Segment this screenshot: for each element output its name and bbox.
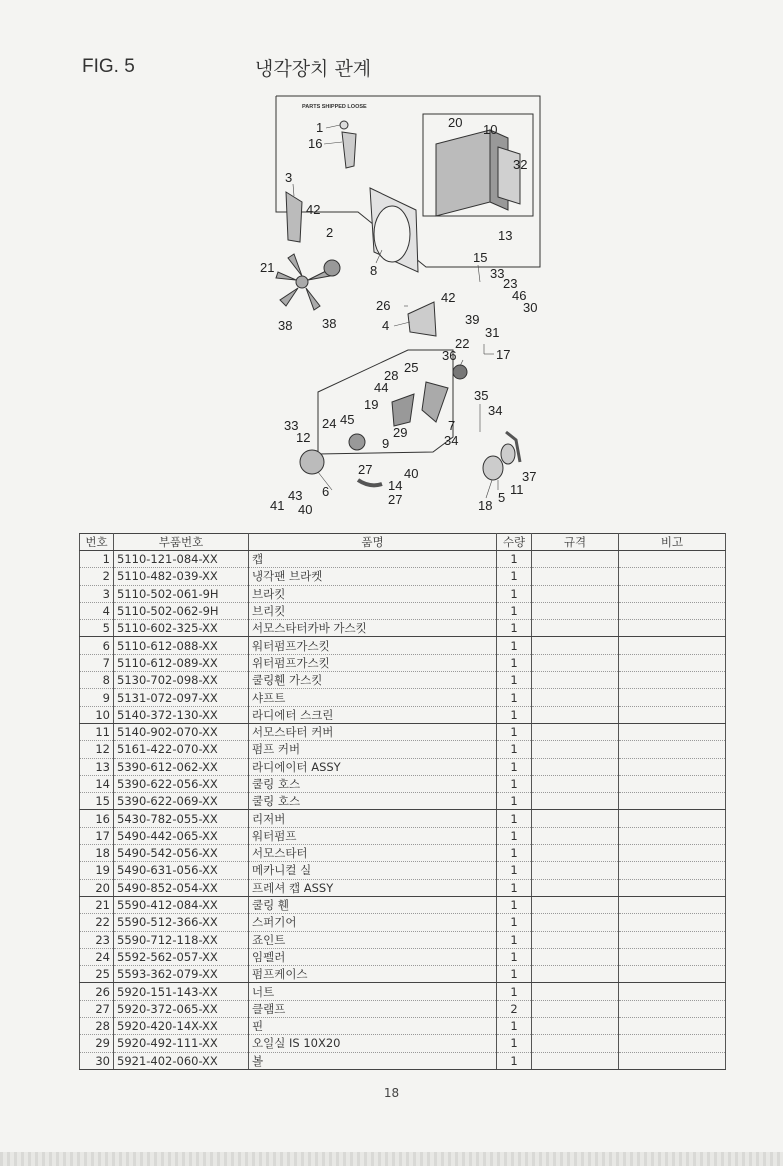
part-name-cell: 브리킷: [249, 602, 497, 619]
part-no-cell: 22: [80, 914, 114, 931]
quantity-cell: 1: [497, 896, 532, 913]
remarks-cell: [619, 966, 726, 983]
table-row: [80, 585, 726, 602]
remarks-cell: [619, 810, 726, 827]
spec-cell: [532, 1000, 619, 1017]
remarks-cell: [619, 585, 726, 602]
callout-31: 31: [485, 325, 500, 340]
part-name-cell: 너트: [249, 983, 497, 1000]
remarks-cell: [619, 1035, 726, 1052]
part-no-cell: 6: [80, 637, 114, 654]
parts-table-body: [80, 551, 726, 1070]
quantity-cell: 1: [497, 741, 532, 758]
remarks-cell: [619, 741, 726, 758]
part-number-cell: 5110-602-325-XX: [114, 620, 249, 637]
callout-13: 13: [498, 228, 513, 243]
callout-45: 45: [340, 412, 355, 427]
spec-cell: [532, 672, 619, 689]
quantity-cell: 1: [497, 551, 532, 568]
part-no-cell: 19: [80, 862, 114, 879]
quantity-cell: 1: [497, 1018, 532, 1035]
callout-21: 21: [260, 260, 275, 275]
part-no-cell: 25: [80, 966, 114, 983]
case-part: [392, 394, 414, 426]
reservoir-part: [342, 132, 356, 168]
part-number-cell: 5590-412-084-XX: [114, 896, 249, 913]
part-number-cell: 5110-482-039-XX: [114, 568, 249, 585]
table-row: [80, 810, 726, 827]
quantity-cell: 1: [497, 862, 532, 879]
part-number-cell: 5490-852-054-XX: [114, 879, 249, 896]
callout-42b: 42: [441, 290, 456, 305]
part-no-cell: 8: [80, 672, 114, 689]
part-name-cell: 서모스타터: [249, 845, 497, 862]
callout-39: 39: [465, 312, 480, 327]
spec-cell: [532, 602, 619, 619]
callout-15: 15: [473, 250, 488, 265]
header-part-name: 품명: [249, 534, 497, 551]
callout-14: 14: [388, 478, 403, 493]
spec-cell: [532, 983, 619, 1000]
part-number-cell: 5131-072-097-XX: [114, 689, 249, 706]
part-number-cell: 5490-442-065-XX: [114, 827, 249, 844]
table-row: [80, 568, 726, 585]
table-row: [80, 706, 726, 723]
table-row: [80, 879, 726, 896]
hose-part: [358, 480, 382, 485]
header-spec: 규격: [532, 534, 619, 551]
part-no-cell: 4: [80, 602, 114, 619]
remarks-cell: [619, 1018, 726, 1035]
quantity-cell: 1: [497, 775, 532, 792]
callout-11: 11: [510, 482, 524, 497]
spec-cell: [532, 948, 619, 965]
quantity-cell: 1: [497, 845, 532, 862]
callout-37: 37: [522, 469, 537, 484]
part-number-cell: 5130-702-098-XX: [114, 672, 249, 689]
pump-case-part: [422, 382, 448, 422]
part-number-cell: 5920-372-065-XX: [114, 1000, 249, 1017]
quantity-cell: 1: [497, 654, 532, 671]
table-row: [80, 896, 726, 913]
quantity-cell: 1: [497, 931, 532, 948]
part-no-cell: 29: [80, 1035, 114, 1052]
page-title: 냉각장치 관계: [255, 58, 372, 80]
part-name-cell: 서모스타터 커버: [249, 723, 497, 740]
spur-gear-part: [453, 365, 467, 379]
part-name-cell: 메카니컬 실: [249, 862, 497, 879]
spec-cell: [532, 706, 619, 723]
table-row: [80, 602, 726, 619]
table-row: [80, 654, 726, 671]
part-number-cell: 5140-902-070-XX: [114, 723, 249, 740]
callout-41: 41: [270, 498, 285, 513]
table-row: [80, 1035, 726, 1052]
part-no-cell: 24: [80, 948, 114, 965]
callout-9: 9: [382, 436, 390, 451]
remarks-cell: [619, 862, 726, 879]
quantity-cell: 1: [497, 948, 532, 965]
quantity-cell: 1: [497, 568, 532, 585]
table-row: [80, 758, 726, 775]
callout-12: 12: [296, 430, 311, 445]
exploded-parts-diagram: [258, 92, 558, 517]
table-row: [80, 948, 726, 965]
part-name-cell: 클램프: [249, 1000, 497, 1017]
part-name-cell: 위터펌프가스킷: [249, 654, 497, 671]
quantity-cell: 1: [497, 983, 532, 1000]
part-name-cell: 냉각팬 브라켓: [249, 568, 497, 585]
remarks-cell: [619, 827, 726, 844]
quantity-cell: 1: [497, 1052, 532, 1069]
part-no-cell: 13: [80, 758, 114, 775]
callout-40a: 40: [404, 466, 419, 481]
spec-cell: [532, 827, 619, 844]
fan-bracket-part: [408, 302, 436, 336]
quantity-cell: 1: [497, 723, 532, 740]
spec-cell: [532, 758, 619, 775]
part-number-cell: 5490-542-056-XX: [114, 845, 249, 862]
callout-35: 35: [474, 388, 489, 403]
part-no-cell: 3: [80, 585, 114, 602]
parts-table: [79, 533, 726, 1070]
part-name-cell: 펌프 커버: [249, 741, 497, 758]
remarks-cell: [619, 914, 726, 931]
callout-40b: 40: [298, 502, 313, 517]
quantity-cell: 1: [497, 706, 532, 723]
table-row: [80, 775, 726, 792]
table-row: [80, 620, 726, 637]
callout-32: 32: [513, 157, 528, 172]
scan-edge-strip: [0, 1152, 783, 1166]
part-no-cell: 5: [80, 620, 114, 637]
callout-27a: 27: [358, 462, 373, 477]
part-number-cell: 5110-612-088-XX: [114, 637, 249, 654]
quantity-cell: 1: [497, 637, 532, 654]
spec-cell: [532, 551, 619, 568]
part-no-cell: 9: [80, 689, 114, 706]
header-part-number: 부품번호: [114, 534, 249, 551]
table-header-row: [80, 534, 726, 551]
part-number-cell: 5110-502-061-9H: [114, 585, 249, 602]
part-name-cell: 라디에터 스크린: [249, 706, 497, 723]
remarks-cell: [619, 948, 726, 965]
part-no-cell: 30: [80, 1052, 114, 1069]
part-number-cell: 5390-612-062-XX: [114, 758, 249, 775]
remarks-cell: [619, 1000, 726, 1017]
part-no-cell: 17: [80, 827, 114, 844]
callout-34: 34: [488, 403, 503, 418]
part-no-cell: 15: [80, 793, 114, 810]
part-no-cell: 21: [80, 896, 114, 913]
part-number-cell: 5592-562-057-XX: [114, 948, 249, 965]
spec-cell: [532, 1052, 619, 1069]
table-row: [80, 966, 726, 983]
part-name-cell: 리저버: [249, 810, 497, 827]
callout-25: 25: [404, 360, 419, 375]
part-number-cell: 5110-612-089-XX: [114, 654, 249, 671]
remarks-cell: [619, 672, 726, 689]
quantity-cell: 2: [497, 1000, 532, 1017]
remarks-cell: [619, 551, 726, 568]
part-no-cell: 23: [80, 931, 114, 948]
callout-1: 1: [316, 120, 324, 135]
part-number-cell: 5110-502-062-9H: [114, 602, 249, 619]
part-name-cell: 워터펌프가스킷: [249, 637, 497, 654]
part-number-cell: 5920-492-111-XX: [114, 1035, 249, 1052]
part-number-cell: 5590-512-366-XX: [114, 914, 249, 931]
table-row: [80, 689, 726, 706]
page-number: 18: [383, 1086, 400, 1100]
table-row: [80, 551, 726, 568]
table-row: [80, 741, 726, 758]
quantity-cell: 1: [497, 879, 532, 896]
part-name-cell: 워터펌프: [249, 827, 497, 844]
remarks-cell: [619, 931, 726, 948]
part-number-cell: 5110-121-084-XX: [114, 551, 249, 568]
callout-30: 30: [523, 300, 538, 315]
table-row: [80, 723, 726, 740]
remarks-cell: [619, 706, 726, 723]
part-name-cell: 프레셔 캡 ASSY: [249, 879, 497, 896]
part-number-cell: 5140-372-130-XX: [114, 706, 249, 723]
table-row: [80, 1000, 726, 1017]
part-no-cell: 12: [80, 741, 114, 758]
table-row: [80, 862, 726, 879]
impeller-part: [349, 434, 365, 450]
remarks-cell: [619, 602, 726, 619]
quantity-cell: 1: [497, 914, 532, 931]
part-number-cell: 5490-631-056-XX: [114, 862, 249, 879]
quantity-cell: 1: [497, 758, 532, 775]
spec-cell: [532, 810, 619, 827]
spec-cell: [532, 1035, 619, 1052]
part-no-cell: 2: [80, 568, 114, 585]
spec-cell: [532, 637, 619, 654]
part-no-cell: 14: [80, 775, 114, 792]
part-name-cell: 핀: [249, 1018, 497, 1035]
callout-29: 29: [393, 425, 408, 440]
callout-26: 26: [376, 298, 391, 313]
figure-label: FIG. 5: [82, 56, 135, 77]
part-name-cell: 죠인트: [249, 931, 497, 948]
remarks-cell: [619, 845, 726, 862]
spec-cell: [532, 845, 619, 862]
callout-17: 17: [496, 347, 511, 362]
part-name-cell: 스퍼기어: [249, 914, 497, 931]
spec-cell: [532, 879, 619, 896]
spec-cell: [532, 793, 619, 810]
quantity-cell: 1: [497, 966, 532, 983]
loose-parts-label: PARTS SHIPPED LOOSE: [302, 104, 367, 110]
table-row: [80, 1018, 726, 1035]
remarks-cell: [619, 620, 726, 637]
callout-2: 2: [326, 225, 334, 240]
part-name-cell: 샤프트: [249, 689, 497, 706]
spec-cell: [532, 966, 619, 983]
part-number-cell: 5921-402-060-XX: [114, 1052, 249, 1069]
part-name-cell: 쿨링 호스: [249, 775, 497, 792]
part-name-cell: 브라킷: [249, 585, 497, 602]
part-no-cell: 16: [80, 810, 114, 827]
remarks-cell: [619, 793, 726, 810]
callout-28: 28: [384, 368, 399, 383]
part-name-cell: 볼: [249, 1052, 497, 1069]
part-no-cell: 11: [80, 723, 114, 740]
callout-23: 23: [503, 276, 518, 291]
spec-cell: [532, 723, 619, 740]
part-name-cell: 임펠러: [249, 948, 497, 965]
quantity-cell: 1: [497, 810, 532, 827]
part-number-cell: 5920-151-143-XX: [114, 983, 249, 1000]
cap-part: [340, 121, 348, 129]
quantity-cell: 1: [497, 672, 532, 689]
part-no-cell: 10: [80, 706, 114, 723]
part-name-cell: 오일실 IS 10X20: [249, 1035, 497, 1052]
cooling-fan-part: [276, 254, 330, 310]
callout-10: 10: [483, 122, 498, 137]
callout-46: 46: [512, 288, 527, 303]
callout-42: 42: [306, 202, 321, 217]
part-number-cell: 5920-420-14X-XX: [114, 1018, 249, 1035]
part-no-cell: 28: [80, 1018, 114, 1035]
pump-cover-part: [300, 450, 324, 474]
callout-34b: 34: [444, 433, 459, 448]
callout-20: 20: [448, 115, 463, 130]
callout-33: 33: [490, 266, 505, 281]
part-name-cell: 서모스타터카바 가스킷: [249, 620, 497, 637]
callout-16: 16: [308, 136, 323, 151]
bracket-part: [286, 192, 302, 242]
remarks-cell: [619, 879, 726, 896]
remarks-cell: [619, 723, 726, 740]
spec-cell: [532, 775, 619, 792]
part-number-cell: 5390-622-056-XX: [114, 775, 249, 792]
part-no-cell: 20: [80, 879, 114, 896]
part-name-cell: 펌프케이스: [249, 966, 497, 983]
table-row: [80, 983, 726, 1000]
remarks-cell: [619, 637, 726, 654]
remarks-cell: [619, 689, 726, 706]
header-quantity: 수량: [497, 534, 532, 551]
spec-cell: [532, 585, 619, 602]
part-no-cell: 1: [80, 551, 114, 568]
callout-22: 22: [455, 336, 470, 351]
callout-43: 43: [288, 488, 303, 503]
remarks-cell: [619, 896, 726, 913]
callout-7: 7: [448, 418, 456, 433]
part-name-cell: 쿨링휀 가스킷: [249, 672, 497, 689]
spec-cell: [532, 1018, 619, 1035]
part-no-cell: 27: [80, 1000, 114, 1017]
part-name-cell: 라디에이터 ASSY: [249, 758, 497, 775]
callout-27b: 27: [388, 492, 403, 507]
table-row: [80, 845, 726, 862]
callout-18: 18: [478, 498, 493, 513]
part-number-cell: 5590-712-118-XX: [114, 931, 249, 948]
callout-38a: 38: [278, 318, 293, 333]
callout-19: 19: [364, 397, 379, 412]
header-no: 번호: [80, 534, 114, 551]
header-remarks: 비고: [619, 534, 726, 551]
quantity-cell: 1: [497, 585, 532, 602]
spec-cell: [532, 741, 619, 758]
part-name-cell: 쿨링 휀: [249, 896, 497, 913]
spec-cell: [532, 689, 619, 706]
spec-cell: [532, 914, 619, 931]
quantity-cell: 1: [497, 827, 532, 844]
radiator-part: [436, 130, 520, 216]
table-row: [80, 931, 726, 948]
remarks-cell: [619, 568, 726, 585]
remarks-cell: [619, 654, 726, 671]
remarks-cell: [619, 775, 726, 792]
quantity-cell: 1: [497, 689, 532, 706]
table-row: [80, 672, 726, 689]
table-row: [80, 1052, 726, 1069]
table-row: [80, 914, 726, 931]
part-no-cell: 18: [80, 845, 114, 862]
callout-3: 3: [285, 170, 293, 185]
pulley-part: [324, 260, 340, 276]
quantity-cell: 1: [497, 602, 532, 619]
spec-cell: [532, 654, 619, 671]
callout-4: 4: [382, 318, 390, 333]
part-number-cell: 5161-422-070-XX: [114, 741, 249, 758]
spec-cell: [532, 931, 619, 948]
spec-cell: [532, 896, 619, 913]
fan-shroud-part: [370, 188, 418, 272]
remarks-cell: [619, 983, 726, 1000]
table-row: [80, 793, 726, 810]
spec-cell: [532, 620, 619, 637]
callout-24: 24: [322, 416, 337, 431]
thermostat-part: [483, 444, 515, 480]
quantity-cell: 1: [497, 620, 532, 637]
part-no-cell: 26: [80, 983, 114, 1000]
part-no-cell: 7: [80, 654, 114, 671]
callout-44: 44: [374, 380, 389, 395]
callout-8: 8: [370, 263, 378, 278]
callout-33b: 33: [284, 418, 299, 433]
remarks-cell: [619, 758, 726, 775]
part-number-cell: 5390-622-069-XX: [114, 793, 249, 810]
table-row: [80, 827, 726, 844]
callout-38b: 38: [322, 316, 337, 331]
part-name-cell: 캡: [249, 551, 497, 568]
part-name-cell: 쿨링 호스: [249, 793, 497, 810]
part-number-cell: 5430-782-055-XX: [114, 810, 249, 827]
callout-5: 5: [498, 490, 506, 505]
spec-cell: [532, 568, 619, 585]
remarks-cell: [619, 1052, 726, 1069]
callout-36: 36: [442, 348, 457, 363]
spec-cell: [532, 862, 619, 879]
quantity-cell: 1: [497, 793, 532, 810]
callout-6: 6: [322, 484, 330, 499]
part-number-cell: 5593-362-079-XX: [114, 966, 249, 983]
quantity-cell: 1: [497, 1035, 532, 1052]
table-row: [80, 637, 726, 654]
